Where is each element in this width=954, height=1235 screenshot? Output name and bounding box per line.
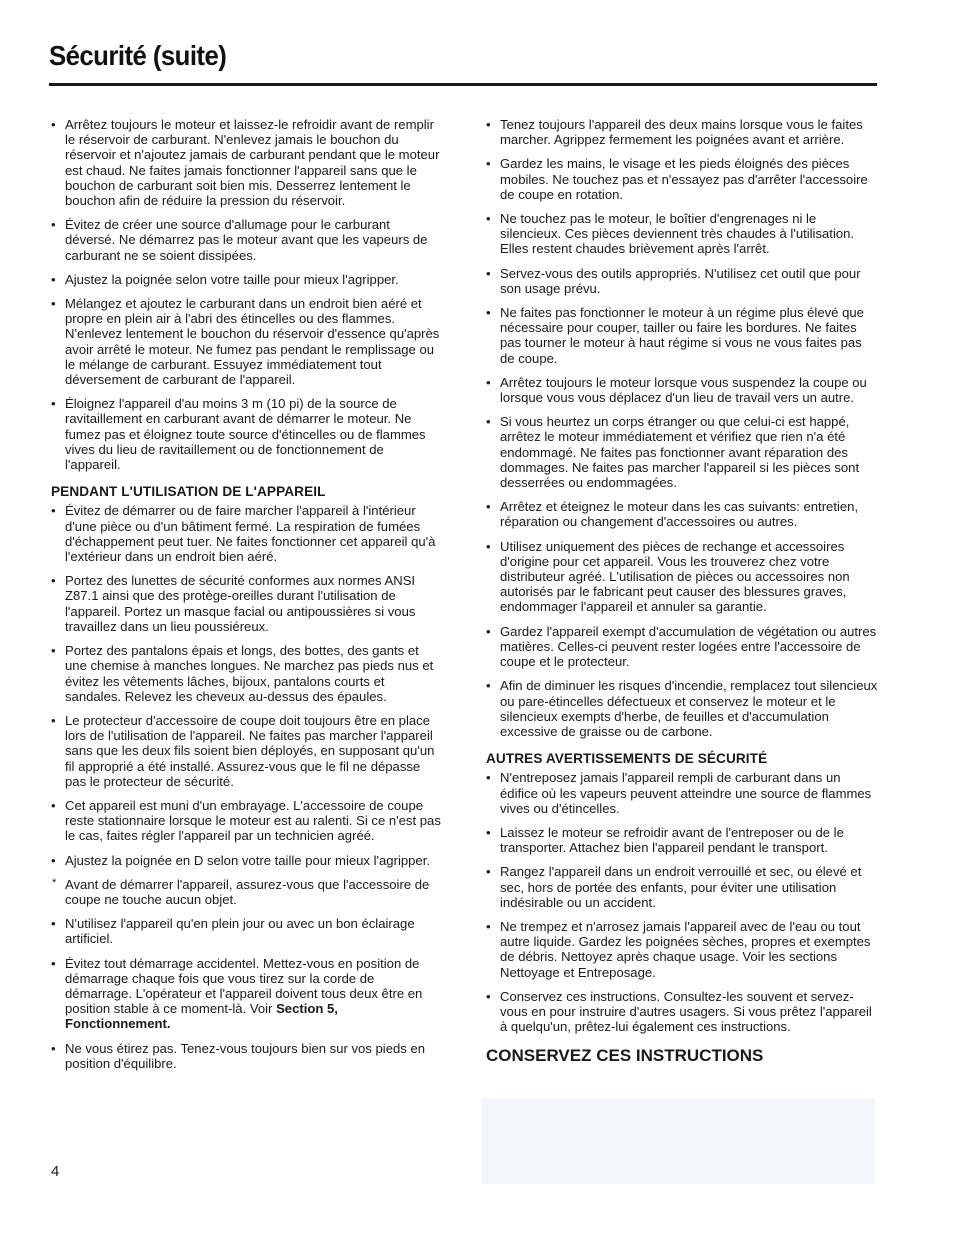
list-item: • Ne faites pas fonctionner le moteur à un régime plus élevé que nécessaire pour couper, tailler ou faire les bordures. Ne faites pas tourner le moteur à haut régime si vous ne vous faites pas de coupe. [486, 305, 878, 366]
list-item: • Ajustez la poignée selon votre taille pour mieux l'agripper. [51, 272, 443, 287]
section-heading-other-warnings: AUTRES AVERTISSEMENTS DE SÉCURITÉ [486, 751, 768, 767]
shaded-background-box [482, 1098, 875, 1184]
list-item: • N'utilisez l'appareil qu'en plein jour ou avec un bon éclairage artificiel. [51, 916, 443, 946]
title-rule [49, 83, 877, 86]
list-item: • Servez-vous des outils appropriés. N'utilisez cet outil que pour son usage prévu. [486, 266, 878, 296]
right-column [486, 117, 878, 1064]
list-item: • Ne vous étirez pas. Tenez-vous toujours bien sur vos pieds en position d'équilibre. [51, 1041, 443, 1071]
section-heading-during-use: PENDANT L'UTILISATION DE L'APPAREIL [51, 484, 326, 500]
list-item: • Gardez les mains, le visage et les pieds éloignés des pièces mobiles. Ne touchez pas et n'essayez pas d'arrêter l'accessoire de coupe en rotation. [486, 156, 878, 202]
fuel-safety-list [51, 117, 443, 472]
list-item: • Ajustez la poignée en D selon votre taille pour mieux l'agripper. [51, 853, 443, 868]
list-item: • Ne trempez et n'arrosez jamais l'appareil avec de l'eau ou tout autre liquide. Gardez les poignées sèches, propres et exemptes de débris. Nettoyez après chaque usage. Voir les sections Nettoyage et Entreposage. [486, 919, 878, 980]
list-item: • Conservez ces instructions. Consultez-les souvent et servez-vous en pour instruire d'autres usagers. Si vous prêtez l'appareil à quelqu'un, prêtez-lui également ces instructions. [486, 989, 878, 1035]
list-item: • Portez des lunettes de sécurité conformes aux normes ANSI Z87.1 ainsi que des protège-oreilles durant l'utilisation de l'appareil. Portez un masque facial ou antipoussières si vous travaillez dans un lieu poussiéreux. [51, 573, 443, 634]
section-reference: Section 5, Fonctionnement. [65, 1001, 338, 1032]
list-item: • Évitez de démarrer ou de faire marcher l'appareil à l'intérieur d'une pièce ou d'un bâtiment fermé. La respiration de fumées d'échappement peut tuer. Ne faites fonctionner cet appareil qu'à l'extérieur dans un endroit bien aéré. [51, 503, 443, 564]
list-item: • Arrêtez et éteignez le moteur dans les cas suivants: entretien, réparation ou changement d'accessoires ou autres. [486, 499, 878, 529]
list-item: • Gardez l'appareil exempt d'accumulation de végétation ou autres matières. Celles-ci peuvent rester logées entre l'accessoire de coupe et le protecteur. [486, 624, 878, 670]
list-item: • Rangez l'appareil dans un endroit verrouillé et sec, ou élevé et sec, hors de portée des enfants, pour éviter une utilisation indésirable ou un accident. [486, 864, 878, 910]
list-item: • Tenez toujours l'appareil des deux mains lorsque vous le faites marcher. Agrippez fermement les poignées avant et arrière. [486, 117, 878, 147]
list-item: • Arrêtez toujours le moteur lorsque vous suspendez la coupe ou lorsque vous vous déplacez d'un lieu de travail vers un autre. [486, 375, 878, 405]
list-item: • N'entreposez jamais l'appareil rempli de carburant dans un édifice où les vapeurs peuvent atteindre une source de flammes vives ou d'étincelles. [486, 770, 878, 816]
list-item: • Évitez de créer une source d'allumage pour le carburant déversé. Ne démarrez pas le moteur avant que les vapeurs de carburant ne se soient dissipées. [51, 217, 443, 263]
list-item: • Portez des pantalons épais et longs, des bottes, des gants et une chemise à manches longues. Ne marchez pas pieds nus et évitez les vêtements lâches, bijoux, pantalons courts et sandales. Relevez les cheveux au-dessus des épaules. [51, 643, 443, 704]
list-item-text: Évitez tout démarrage accidentel. Mettez-vous en position de démarrage chaque fois que vous tirez sur la corde de démarrage. L'opérateur et l'appareil doivent tous deux être en position stable à ce moment-là. Voir [65, 955, 423, 1017]
list-item: • Utilisez uniquement des pièces de rechange et accessoires d'origine pour cet appareil. Vous les trouverez chez votre distributeur agréé. L'utilisation de pièces ou accessoires non autorisés par le fabricant peut causer des blessures graves, endommager l'appareil et annuler sa garantie. [486, 539, 878, 615]
list-item: • Arrêtez toujours le moteur et laissez-le refroidir avant de remplir le réservoir de carburant. N'enlevez jamais le bouchon du réservoir et n'ajoutez jamais de carburant pendant que le moteur est chaud. Ne faites jamais fonctionner l'appareil sans que le bouchon de carburant soit bien mis. Desserrez lentement le bouchon afin de réduire la pression du réservoir. [51, 117, 443, 208]
list-item: • Mélangez et ajoutez le carburant dans un endroit bien aéré et propre en plein air à l'abri des étincelles ou des flammes. N'enlevez lentement le bouchon du réservoir d'essence qu'après avoir arrêté le moteur. Ne fumez pas pendant le remplissage ou le mélange de carburant. Essuyez immédiatement tout déversement de carburant de l'appareil. [51, 296, 443, 387]
list-item: • Laissez le moteur se refroidir avant de l'entreposer ou de le transporter. Attachez bien l'appareil pendant le transport. [486, 825, 878, 855]
list-item: • Cet appareil est muni d'un embrayage. L'accessoire de coupe reste stationnaire lorsque le moteur est au ralenti. Si ce n'est pas le cas, faites régler l'appareil par un technicien agréé. [51, 798, 443, 844]
list-item: • Ne touchez pas le moteur, le boîtier d'engrenages ni le silencieux. Ces pièces deviennent très chaudes à l'utilisation. Elles restent chaudes brièvement après l'arrêt. [486, 211, 878, 257]
page-number: 4 [51, 1163, 60, 1180]
list-item: • Si vous heurtez un corps étranger ou que celui-ci est happé, arrêtez le moteur immédiatement et vérifiez que rien n'a été endommagé. Ne faites pas fonctionner avant réparation des dommages. Ne faites pas marcher l'appareil si les pièces sont desserrées ou endommagées. [486, 414, 878, 490]
closing-heading: CONSERVEZ CES INSTRUCTIONS [486, 1046, 764, 1066]
page-title: Sécurité (suite) [49, 40, 227, 71]
list-item-start [51, 956, 443, 1032]
operation-safety-list [486, 117, 878, 739]
list-item-asterisk: * Avant de démarrer l'appareil, assurez-vous que l'accessoire de coupe ne touche aucun objet. [51, 877, 443, 907]
other-warnings-list [486, 770, 878, 1034]
list-item: • Afin de diminuer les risques d'incendie, remplacez tout silencieux ou pare-étincelles défectueux et conservez le moteur et le silencieux exempts d'herbe, de feuilles et d'accumulation excessive de graisse ou de carbone. [486, 678, 878, 739]
during-use-list [51, 503, 443, 1071]
list-item: • Éloignez l'appareil d'au moins 3 m (10 pi) de la source de ravitaillement en carburant avant de démarrer le moteur. Ne fumez pas et éloignez toute source d'étincelles ou de flammes vives du lieu de ravitaillement ou de fonctionnement de l'appareil. [51, 396, 443, 472]
list-item: • Le protecteur d'accessoire de coupe doit toujours être en place lors de l'utilisation de l'appareil. Ne faites pas marcher l'appareil sans que les deux fils soient bien déployés, en supposant qu'un fil approprié a été installé. Assurez-vous que le fil ne dépasse pas le protecteur de sécurité. [51, 713, 443, 789]
left-column [51, 117, 443, 1080]
